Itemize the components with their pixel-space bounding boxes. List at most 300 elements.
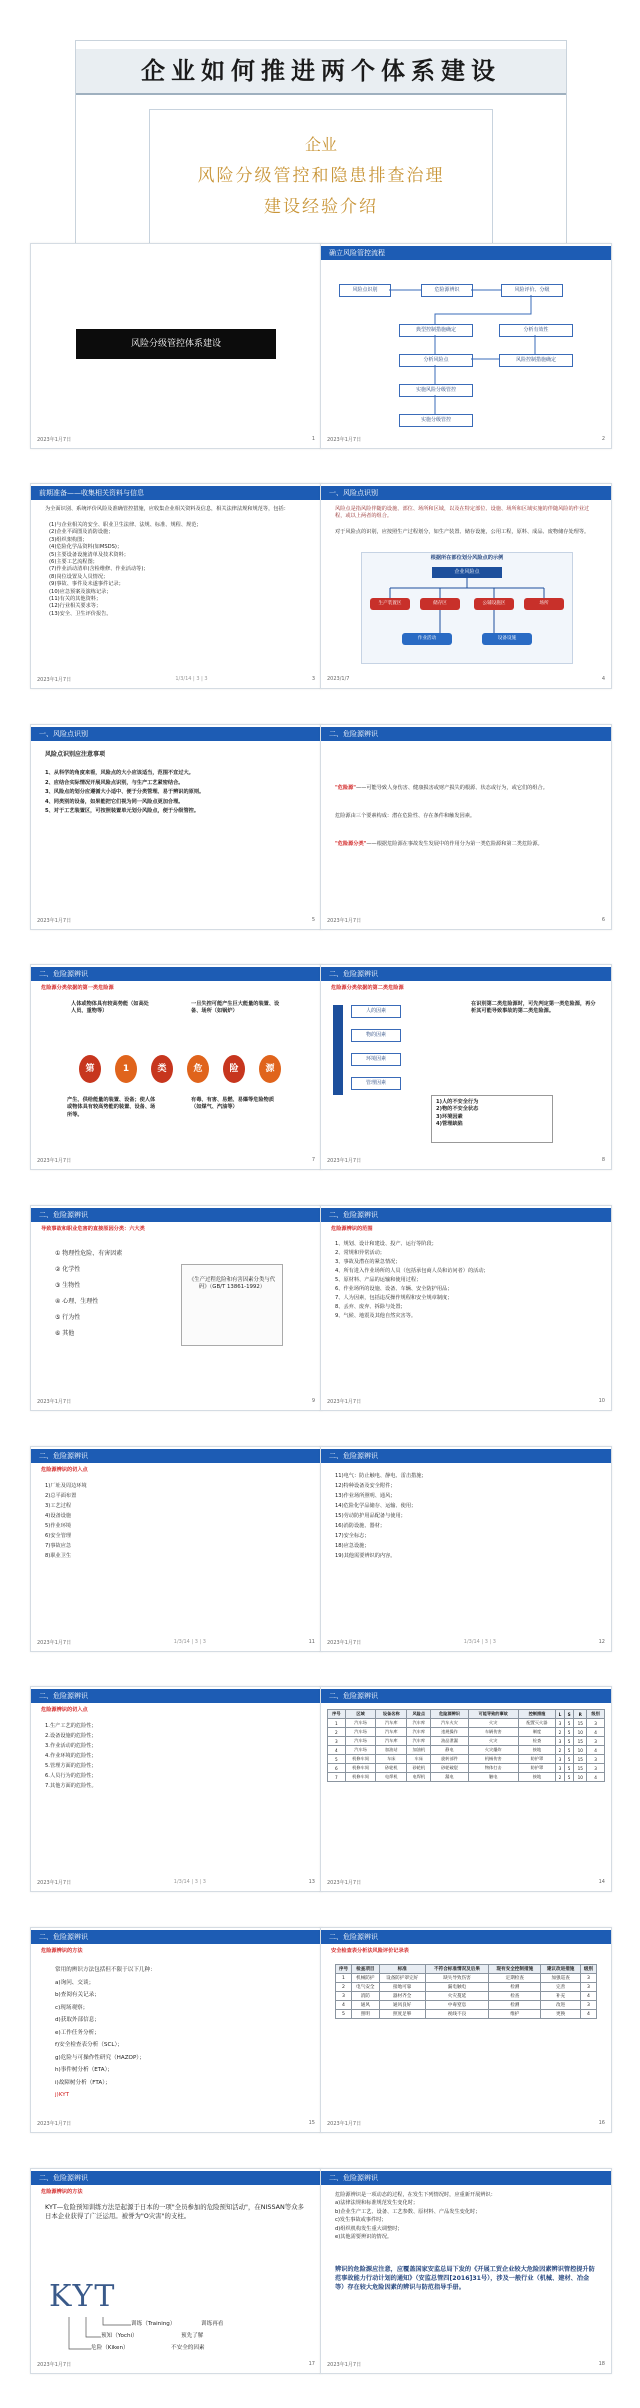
list-item: 2.设备设施的危险性； bbox=[45, 1733, 97, 1739]
slide-bar-title: 二、危险源辨识 bbox=[39, 1211, 88, 1219]
table-row bbox=[328, 1773, 605, 1782]
slide-date: 2023年1月7日 bbox=[327, 1879, 362, 1886]
table-cell: 检查 bbox=[489, 1992, 541, 2001]
slide-list bbox=[49, 522, 309, 618]
table-cell: 旋转部件 bbox=[431, 1755, 468, 1764]
list-item: 15)劳动防护用品配备与使用； bbox=[335, 1513, 406, 1519]
slide-date: 2023年1月7日 bbox=[37, 1398, 72, 1405]
table-row bbox=[336, 1974, 597, 1983]
slide-subtitle: 危险源分类依据的第二类危险源 bbox=[331, 985, 404, 991]
list-item: (7)作业活动清单(含检维修、作业活动等)； bbox=[49, 566, 149, 573]
list-item: 3)工艺过程 bbox=[45, 1503, 72, 1509]
table-cell: 15 bbox=[574, 1764, 587, 1773]
table-cell: 完善 bbox=[541, 1983, 581, 1992]
col-header: 现有安全控制措施 bbox=[489, 1965, 541, 1974]
flow-node: 实施分级管控 bbox=[399, 414, 473, 427]
table-cell: 检测 bbox=[489, 1983, 541, 1992]
slide-watermark: 1/3/14 | 3 | 3 bbox=[173, 1639, 206, 1645]
list-item: (6)主要工艺流程图； bbox=[49, 559, 98, 566]
table-cell: 1 bbox=[328, 1719, 346, 1728]
table-cell: 7 bbox=[328, 1773, 346, 1782]
slide-2 bbox=[320, 243, 612, 449]
table-cell: 2 bbox=[328, 1728, 346, 1737]
slide-18 bbox=[320, 2168, 612, 2374]
slide-subtitle: 危险源辨识的方法 bbox=[41, 1948, 83, 1954]
table-cell: 15 bbox=[574, 1755, 587, 1764]
table-cell: 加强巡查 bbox=[541, 1974, 581, 1983]
table-cell: 违规操作 bbox=[431, 1728, 468, 1737]
list-item: 1)厂址及周边环境 bbox=[45, 1483, 87, 1489]
col-header: S bbox=[564, 1710, 573, 1719]
table-row bbox=[336, 2010, 597, 2019]
table-cell: 机械伤害 bbox=[468, 1755, 518, 1764]
table-cell: 漏电 bbox=[431, 1773, 468, 1782]
list-item: d)获取外部信息； bbox=[55, 2017, 100, 2023]
bubble: 1 bbox=[115, 1055, 137, 1083]
table-cell: 机修车间 bbox=[345, 1755, 376, 1764]
term-label: "危险源" bbox=[335, 785, 356, 791]
table-row bbox=[328, 1719, 605, 1728]
table-cell: 火灾爆炸 bbox=[468, 1746, 518, 1755]
slide-para: KYT—危险预知训练方法是起源于日本的一项"全员参加的危险预知活动"，在NISSAN等众多日本企业获得了广泛运用。被誉为"O灾害"的支柱。 bbox=[45, 2203, 304, 2220]
slide-5 bbox=[30, 724, 322, 930]
summary-box bbox=[431, 1095, 553, 1143]
list-item: d)组织机构发生重大调整时； bbox=[335, 2225, 403, 2232]
diagram-node: 场所 bbox=[524, 598, 564, 610]
kyt-meaning: 不安全的因素 bbox=[171, 2345, 205, 2351]
table-cell: 防护罩 bbox=[518, 1755, 555, 1764]
slide-1 bbox=[30, 243, 322, 449]
table-cell: 车床 bbox=[376, 1755, 407, 1764]
slide-watermark: 1/3/14 | 3 | 3 bbox=[463, 1639, 496, 1645]
list-item: 2、应结合实际情况开展风险点识别，与生产工艺紧密结合。 bbox=[45, 779, 184, 786]
slide-page: 18 bbox=[598, 2361, 605, 2367]
flow-node: 危险源辨识 bbox=[421, 284, 473, 297]
table-header-row bbox=[328, 1710, 605, 1719]
slide-page: 4 bbox=[601, 676, 605, 682]
table-cell: 5 bbox=[564, 1728, 573, 1737]
standard-book bbox=[181, 1264, 283, 1346]
table-cell: 汽车库 bbox=[407, 1719, 431, 1728]
list-item: 12)特种设备及安全附件； bbox=[335, 1483, 396, 1489]
table-cell: 3 bbox=[587, 1737, 605, 1746]
slide-date: 2023年1月7日 bbox=[37, 2120, 72, 2127]
cover-line-3: 建设经验介绍 bbox=[264, 197, 378, 217]
flow-node: 分析风险点 bbox=[399, 354, 473, 367]
list-item: i)故障树分析（FTA）； bbox=[55, 2079, 111, 2086]
table-cell: 检查 bbox=[518, 1737, 555, 1746]
slide-page: 1 bbox=[311, 436, 315, 442]
slide-page: 8 bbox=[601, 1157, 605, 1163]
list-item: (13)安全、卫生评价报告。 bbox=[49, 610, 112, 617]
table-cell: 砂轮破裂 bbox=[431, 1764, 468, 1773]
slide-bar-title: 二、危险源辨识 bbox=[329, 730, 378, 738]
slide-page: 16 bbox=[598, 2120, 605, 2126]
tree-trunk bbox=[333, 1005, 343, 1095]
slide-bar-title: 确立风险管控流程 bbox=[329, 249, 385, 257]
list-item: 18)应急设施； bbox=[335, 1543, 370, 1549]
slide-page: 6 bbox=[601, 917, 605, 923]
table-cell: 4 bbox=[581, 1992, 597, 2001]
table-cell: 照明 bbox=[351, 2010, 379, 2019]
flow-node: 风险控制措施确定 bbox=[499, 354, 573, 367]
list-item: 19)其他需要辨识的内容。 bbox=[335, 1553, 396, 1559]
slide-subtitle: 危险源分类依据的第一类危险源 bbox=[41, 985, 114, 991]
table-cell: 汽车火灾 bbox=[431, 1719, 468, 1728]
table-cell: 机修车间 bbox=[345, 1764, 376, 1773]
list-item: (8)岗位设置及人员情况； bbox=[49, 573, 109, 580]
slide-date: 2023/1/7 bbox=[327, 676, 350, 682]
slide-list bbox=[335, 1240, 597, 1321]
diagram-node: 设备设施 bbox=[482, 633, 532, 645]
kyt-logo: KYT bbox=[49, 2279, 117, 2314]
list-item: 13)作业场所照明、通风； bbox=[335, 1493, 396, 1499]
slide-bar-title: 一、风险点识别 bbox=[39, 730, 88, 738]
list-item: ⑤ 行为性 bbox=[55, 1314, 81, 1321]
category-list bbox=[55, 1246, 185, 1342]
list-item: (12)行业相关要求等； bbox=[49, 603, 102, 610]
list-item: (10)应急预案及演练记录； bbox=[49, 588, 112, 595]
table-cell: 汽车库 bbox=[376, 1719, 407, 1728]
slide-date: 2023年1月7日 bbox=[37, 2361, 72, 2368]
slide-title: 风险分级管控体系建设 bbox=[76, 329, 276, 359]
list-item: 2)物的不安全状态 bbox=[436, 1106, 479, 1113]
col-header: 控制措施 bbox=[518, 1710, 555, 1719]
flow-arrows bbox=[321, 244, 611, 448]
col-header: R bbox=[574, 1710, 587, 1719]
slide-highlight: 辨识的危险源应注意，应覆盖国家安监总局下发的《开展工贸企业较大危险因素辨识管控提升防范事故能力行动计划的通知》（安监总管四[2016]31号），涉及一般行业（机械、建材、冶金等）存在较大危险因素的辨识与防范指导手册。 bbox=[335, 2266, 595, 2291]
table-cell: 3 bbox=[581, 1974, 597, 1983]
book-title: 《生产过程危险和有害因素分类与代码》（GB/T 13861-1992） bbox=[188, 1277, 276, 1291]
slide-bar-title: 二、危险源辨识 bbox=[329, 1211, 378, 1219]
tree-node: 物的因素 bbox=[351, 1029, 401, 1042]
slide-page: 14 bbox=[598, 1879, 605, 1885]
table-cell: 通风 bbox=[351, 2001, 379, 2010]
list-item: 7、人为因素，包括违反操作规程和安全规章制度； bbox=[335, 1295, 453, 1301]
list-item: h)事件树分析（ETA）； bbox=[55, 2067, 114, 2073]
table-cell: 检测 bbox=[489, 2001, 541, 2010]
list-item: c)现场观察； bbox=[55, 2004, 89, 2011]
table-cell: 汽车库 bbox=[376, 1737, 407, 1746]
list-item: 3、风险点的划分应遵循大小适中、便于分类管理、易于辨识的原则。 bbox=[45, 789, 205, 795]
diagram-lines bbox=[362, 553, 572, 663]
table-cell: 定期检查 bbox=[489, 1974, 541, 1983]
col-header: 建议改进措施 bbox=[541, 1965, 581, 1974]
slide-date: 2023年1月7日 bbox=[37, 917, 72, 924]
col-header: 序号 bbox=[328, 1710, 346, 1719]
list-item: (3)组织架构图； bbox=[49, 536, 88, 543]
diagram-node: 储存区 bbox=[420, 598, 460, 610]
slide-4 bbox=[320, 483, 612, 689]
list-item: a)询问、交谈； bbox=[55, 1979, 95, 1986]
col-header: 区域 bbox=[345, 1710, 376, 1719]
col-header: 风险点 bbox=[407, 1710, 431, 1719]
table-cell: 汽车库 bbox=[376, 1728, 407, 1737]
col-header: 可能导致的事故 bbox=[468, 1710, 518, 1719]
slide-14 bbox=[320, 1686, 612, 1892]
slide-para: 风险点是指风险伴随的设施、部位、场所和区域，以及在特定部位、设施、场所和区域实施的伴随风险的作业过程，或以上两者的组合。 bbox=[335, 506, 590, 520]
list-item: 6.人员行为的危险性； bbox=[45, 1773, 97, 1779]
tree-node: 人的因素 bbox=[351, 1005, 401, 1018]
table-cell: 补充 bbox=[541, 1992, 581, 2001]
slide-date: 2023年1月7日 bbox=[327, 436, 362, 443]
slide-list bbox=[55, 1964, 305, 2102]
slide-para-3 bbox=[335, 841, 597, 848]
col-header: 标准 bbox=[379, 1965, 425, 1974]
list-item: 4)管理缺陷 bbox=[436, 1121, 463, 1128]
slide-page: 9 bbox=[311, 1398, 315, 1404]
table-cell: 2 bbox=[556, 1728, 565, 1737]
table-cell: 汽车库 bbox=[407, 1737, 431, 1746]
slide-list bbox=[45, 769, 307, 817]
list-item: (9)事故、事件及未遂事件记录； bbox=[49, 581, 124, 588]
table-cell: 2 bbox=[336, 1983, 352, 1992]
list-item: 16)消防设施、器材； bbox=[335, 1523, 386, 1529]
flow-node: 风险点识别 bbox=[339, 284, 391, 297]
kyt-term: 危险（Kiken） bbox=[91, 2345, 129, 2351]
flow-node: 分析有效性 bbox=[499, 324, 573, 337]
list-item: 1、从科学的角度来看，风险点的大小应该适当，范围不宜过大。 bbox=[45, 770, 194, 776]
table-body bbox=[336, 1974, 597, 2019]
kyt-term: 训练（Training） bbox=[131, 2321, 176, 2327]
table-cell: 车辆伤害 bbox=[468, 1728, 518, 1737]
col-header: 级别 bbox=[587, 1710, 605, 1719]
table-body bbox=[328, 1719, 605, 1782]
explanation: 在识别第二类危险源时，可先判定第一类危险源，再分析其可能导致事故的第二类危险源。 bbox=[471, 1001, 596, 1015]
bubble: 源 bbox=[259, 1055, 281, 1083]
slide-date: 2023年1月7日 bbox=[327, 1398, 362, 1405]
table-cell: 器材齐全 bbox=[379, 1992, 425, 2001]
list-item: e)其他需要辨识的情况。 bbox=[335, 2234, 393, 2241]
list-item: 5)作业环境 bbox=[45, 1523, 72, 1529]
slide-7 bbox=[30, 964, 322, 1170]
list-item: 2)总平面布置 bbox=[45, 1493, 77, 1499]
table-row bbox=[328, 1728, 605, 1737]
slide-intro: 为全面识别、系统评价风险及准确管控措施，应收集企业相关资料及信息，相关法律法规和规范等，包括： bbox=[45, 506, 289, 512]
risk-diagram bbox=[361, 552, 573, 664]
col-header: 检查项目 bbox=[351, 1965, 379, 1974]
list-item: 3.作业活动的危险性； bbox=[45, 1743, 97, 1749]
list-item: 6、作业场所的设施、设备、车辆、安全防护用品； bbox=[335, 1286, 453, 1292]
table-cell: 5 bbox=[328, 1755, 346, 1764]
table-cell: 触电 bbox=[468, 1773, 518, 1782]
slide-heading: 风险点识别应注意事项 bbox=[45, 751, 106, 758]
cover-title: 企业如何推进两个体系建设 bbox=[76, 49, 566, 95]
text-block: 人体或物体具有较高势能（如高处人员、重物等） bbox=[71, 1001, 149, 1015]
table-cell: 视线不良 bbox=[425, 2010, 489, 2019]
list-item: 3、事故及潜在的紧急情况； bbox=[335, 1259, 401, 1265]
table-cell: 4 bbox=[587, 1746, 605, 1755]
slide-para-1 bbox=[335, 785, 597, 792]
kyt-lines bbox=[31, 2169, 321, 2373]
list-item: 8、丢弃、废弃、拆除与处置； bbox=[335, 1304, 406, 1310]
table-cell: 砂轮机 bbox=[407, 1764, 431, 1773]
table-cell: 汽车场 bbox=[345, 1719, 376, 1728]
bubble: 险 bbox=[223, 1055, 245, 1083]
list-item: e)工作任务分析； bbox=[55, 2029, 100, 2036]
list-item: ③ 生物性 bbox=[55, 1282, 81, 1289]
slide-bar-title: 二、危险源辨识 bbox=[329, 970, 378, 978]
list-item: (5)主要设备设施清单及技术资料； bbox=[49, 551, 129, 558]
list-item: 4、所有进入作业场所的人员（包括承包商人员和访问者）的活动； bbox=[335, 1268, 489, 1274]
slide-bar-title: 二、危险源辨识 bbox=[39, 2174, 88, 2182]
table-cell: 中毒窒息 bbox=[425, 2001, 489, 2010]
table-cell: 接地 bbox=[518, 1746, 555, 1755]
term-definition: ——可能导致人身伤害、健康损害或财产损失的根源、状态或行为，或它们的组合。 bbox=[355, 785, 548, 791]
table-cell: 接地可靠 bbox=[379, 1983, 425, 1992]
table-cell: 3 bbox=[556, 1719, 565, 1728]
slide-subtitle: 安全检查表分析法风险评价记录表 bbox=[331, 1948, 409, 1954]
risk-table bbox=[327, 1709, 605, 1782]
slide-bar-title: 二、危险源辨识 bbox=[39, 970, 88, 978]
slide-bar-title: 二、危险源辨识 bbox=[39, 1933, 88, 1941]
cover-line-2: 风险分级管控和隐患排查治理 bbox=[197, 166, 445, 186]
table-cell: 3 bbox=[587, 1764, 605, 1773]
list-item: c)发生事故或事件时； bbox=[335, 2217, 387, 2224]
diagram-node: 生产装置区 bbox=[370, 598, 410, 610]
kyt-term: 预知（Yochi） bbox=[101, 2333, 138, 2339]
table-cell: 4 bbox=[336, 2001, 352, 2010]
term-definition: ——根据危险源在事故发生发展中的作用分为第一类危险源和第二类危险源。 bbox=[366, 841, 543, 847]
text-block: 有毒、有害、易燃、易爆等危险物质（如煤气、汽油等） bbox=[191, 1097, 275, 1111]
col-header: 级别 bbox=[581, 1965, 597, 1974]
slide-page: 7 bbox=[311, 1157, 315, 1163]
slide-16 bbox=[320, 1927, 612, 2133]
slide-watermark: 1/3/14 | 3 | 3 bbox=[175, 676, 208, 682]
table-cell: 2 bbox=[556, 1746, 565, 1755]
list-item: ① 物理性危险、有害因素 bbox=[55, 1250, 123, 1257]
list-item: 4.作业环境的危险性； bbox=[45, 1753, 97, 1759]
table-cell: 3 bbox=[581, 1983, 597, 1992]
list-item: 常用的辨识方法包括但不限于以下几种： bbox=[55, 1967, 156, 1973]
slide-page: 12 bbox=[598, 1639, 605, 1645]
kyt-meaning: 训练再看 bbox=[201, 2321, 224, 2327]
table-cell: 电焊机 bbox=[407, 1773, 431, 1782]
slide-date: 2023年1月7日 bbox=[37, 1879, 72, 1886]
slide-13 bbox=[30, 1686, 322, 1892]
list-item: 5、对于工艺装置区，可按照装置单元划分风险点，便于分级管控。 bbox=[45, 808, 200, 814]
table-cell: 3 bbox=[556, 1737, 565, 1746]
table-cell: 3 bbox=[328, 1737, 346, 1746]
table-cell: 制度 bbox=[518, 1728, 555, 1737]
slide-9 bbox=[30, 1205, 322, 1411]
tree-node: 管理因素 bbox=[351, 1077, 401, 1090]
slide-17 bbox=[30, 2168, 322, 2374]
table-cell: 机械防护 bbox=[351, 1974, 379, 1983]
slide-para-2: 对于风险点的识别，应按照生产过程划分，如生产装置、储存设施，公用工程，原料、成品、废物储存处理等。 bbox=[335, 529, 590, 535]
table-cell: 通风良好 bbox=[379, 2001, 425, 2010]
slide-bar-title: 二、危险源辨识 bbox=[329, 1692, 378, 1700]
table-cell: 5 bbox=[564, 1737, 573, 1746]
list-item: 17)安全标志； bbox=[335, 1533, 370, 1539]
table-cell: 汽车场 bbox=[345, 1737, 376, 1746]
slide-date: 2023年1月7日 bbox=[327, 1639, 362, 1646]
list-item: 14)危险化学品储存、运输、使用； bbox=[335, 1503, 417, 1509]
table-cell: 15 bbox=[574, 1719, 587, 1728]
list-item: j)KYT bbox=[55, 2092, 70, 2098]
list-item: (11)有关的其他资料； bbox=[49, 596, 102, 603]
slide-bar-title: 一、风险点识别 bbox=[329, 489, 378, 497]
table-cell: 电焊机 bbox=[376, 1773, 407, 1782]
list-item: 4、同类别的设备，如果能把它们视为同一风险点更加合理。 bbox=[45, 798, 184, 805]
table-cell: 照度足够 bbox=[379, 2010, 425, 2019]
table-cell: 油品泄漏 bbox=[431, 1737, 468, 1746]
list-item: g)危险与可操作性研究（HAZOP）； bbox=[55, 2054, 145, 2061]
slide-date: 2023年1月7日 bbox=[37, 1639, 72, 1646]
slide-6 bbox=[320, 724, 612, 930]
table-cell: 缺失导致伤害 bbox=[425, 1974, 489, 1983]
summary-list bbox=[436, 1099, 548, 1129]
list-item: 11)电气：防止触电、静电、雷击措施； bbox=[335, 1473, 427, 1479]
slide-subtitle: 危险源辨识的方法 bbox=[41, 2189, 83, 2195]
table-cell: 车床 bbox=[407, 1755, 431, 1764]
col-header: 序号 bbox=[336, 1965, 352, 1974]
table-cell: 4 bbox=[328, 1746, 346, 1755]
table-cell: 火灾 bbox=[468, 1737, 518, 1746]
table-cell: 汽车库 bbox=[407, 1728, 431, 1737]
table-cell: 5 bbox=[564, 1719, 573, 1728]
table-cell: 3 bbox=[587, 1755, 605, 1764]
table-cell: 火灾蔓延 bbox=[425, 1992, 489, 2001]
term-label: "危险源分类" bbox=[335, 841, 367, 847]
table-cell: 设备防护罩完好 bbox=[379, 1974, 425, 1983]
table-row bbox=[328, 1737, 605, 1746]
table-header-row bbox=[336, 1965, 597, 1974]
table-cell: 5 bbox=[564, 1764, 573, 1773]
flow-node: 典型控制措施确定 bbox=[399, 324, 473, 337]
table-row bbox=[336, 1992, 597, 2001]
slide-bar-title: 二、危险源辨识 bbox=[329, 1452, 378, 1460]
cover-line-1: 企业 bbox=[304, 135, 337, 154]
slide-subtitle: 危险源辨识的范围 bbox=[331, 1226, 373, 1232]
slide-date: 2023年1月7日 bbox=[327, 2361, 362, 2368]
table-cell: 6 bbox=[328, 1764, 346, 1773]
table-cell: 4 bbox=[587, 1728, 605, 1737]
table-cell: 物体打击 bbox=[468, 1764, 518, 1773]
slide-list bbox=[45, 1721, 307, 1791]
table-cell: 5 bbox=[564, 1773, 573, 1782]
col-header: 设备名称 bbox=[376, 1710, 407, 1719]
table-cell: 防护罩 bbox=[518, 1764, 555, 1773]
text-block: 一旦失控可能产生巨大能量的装置、设备、场所（如锅炉） bbox=[191, 1001, 280, 1015]
table-cell: 接地 bbox=[518, 1773, 555, 1782]
table-cell: 汽车场 bbox=[345, 1728, 376, 1737]
slide-date: 2023年1月7日 bbox=[37, 436, 72, 443]
table-cell: 5 bbox=[564, 1746, 573, 1755]
slide-page: 13 bbox=[308, 1879, 315, 1885]
list-item: 1.生产工艺的危险性； bbox=[45, 1723, 97, 1729]
col-header: L bbox=[556, 1710, 565, 1719]
list-item: a)法律法规和标准规范发生变化时； bbox=[335, 2200, 419, 2207]
slide-para-2: 危险源由三个要素构成：潜在危险性、存在条件和触发因素。 bbox=[335, 813, 476, 819]
table-cell: 漏电触电 bbox=[425, 1983, 489, 1992]
flow-node: 风险评价、分级 bbox=[501, 284, 563, 297]
table-cell: 加油站 bbox=[376, 1746, 407, 1755]
slide-11 bbox=[30, 1446, 322, 1652]
checklist-table bbox=[335, 1964, 597, 2019]
table-row bbox=[328, 1755, 605, 1764]
slide-list bbox=[335, 1471, 597, 1561]
list-item: 2、常规和异常活动； bbox=[335, 1250, 385, 1256]
list-item: b)查阅有关记录； bbox=[55, 1992, 100, 1998]
table-cell: 3 bbox=[556, 1764, 565, 1773]
list-item: 7.其他方面的危险性。 bbox=[45, 1783, 97, 1789]
table-cell: 10 bbox=[574, 1773, 587, 1782]
cover-subtitle-box bbox=[149, 109, 493, 249]
list-item: ⑥ 其他 bbox=[55, 1330, 75, 1337]
diagram-node: 公辅设施区 bbox=[474, 598, 514, 610]
table-cell: 3 bbox=[581, 2001, 597, 2010]
